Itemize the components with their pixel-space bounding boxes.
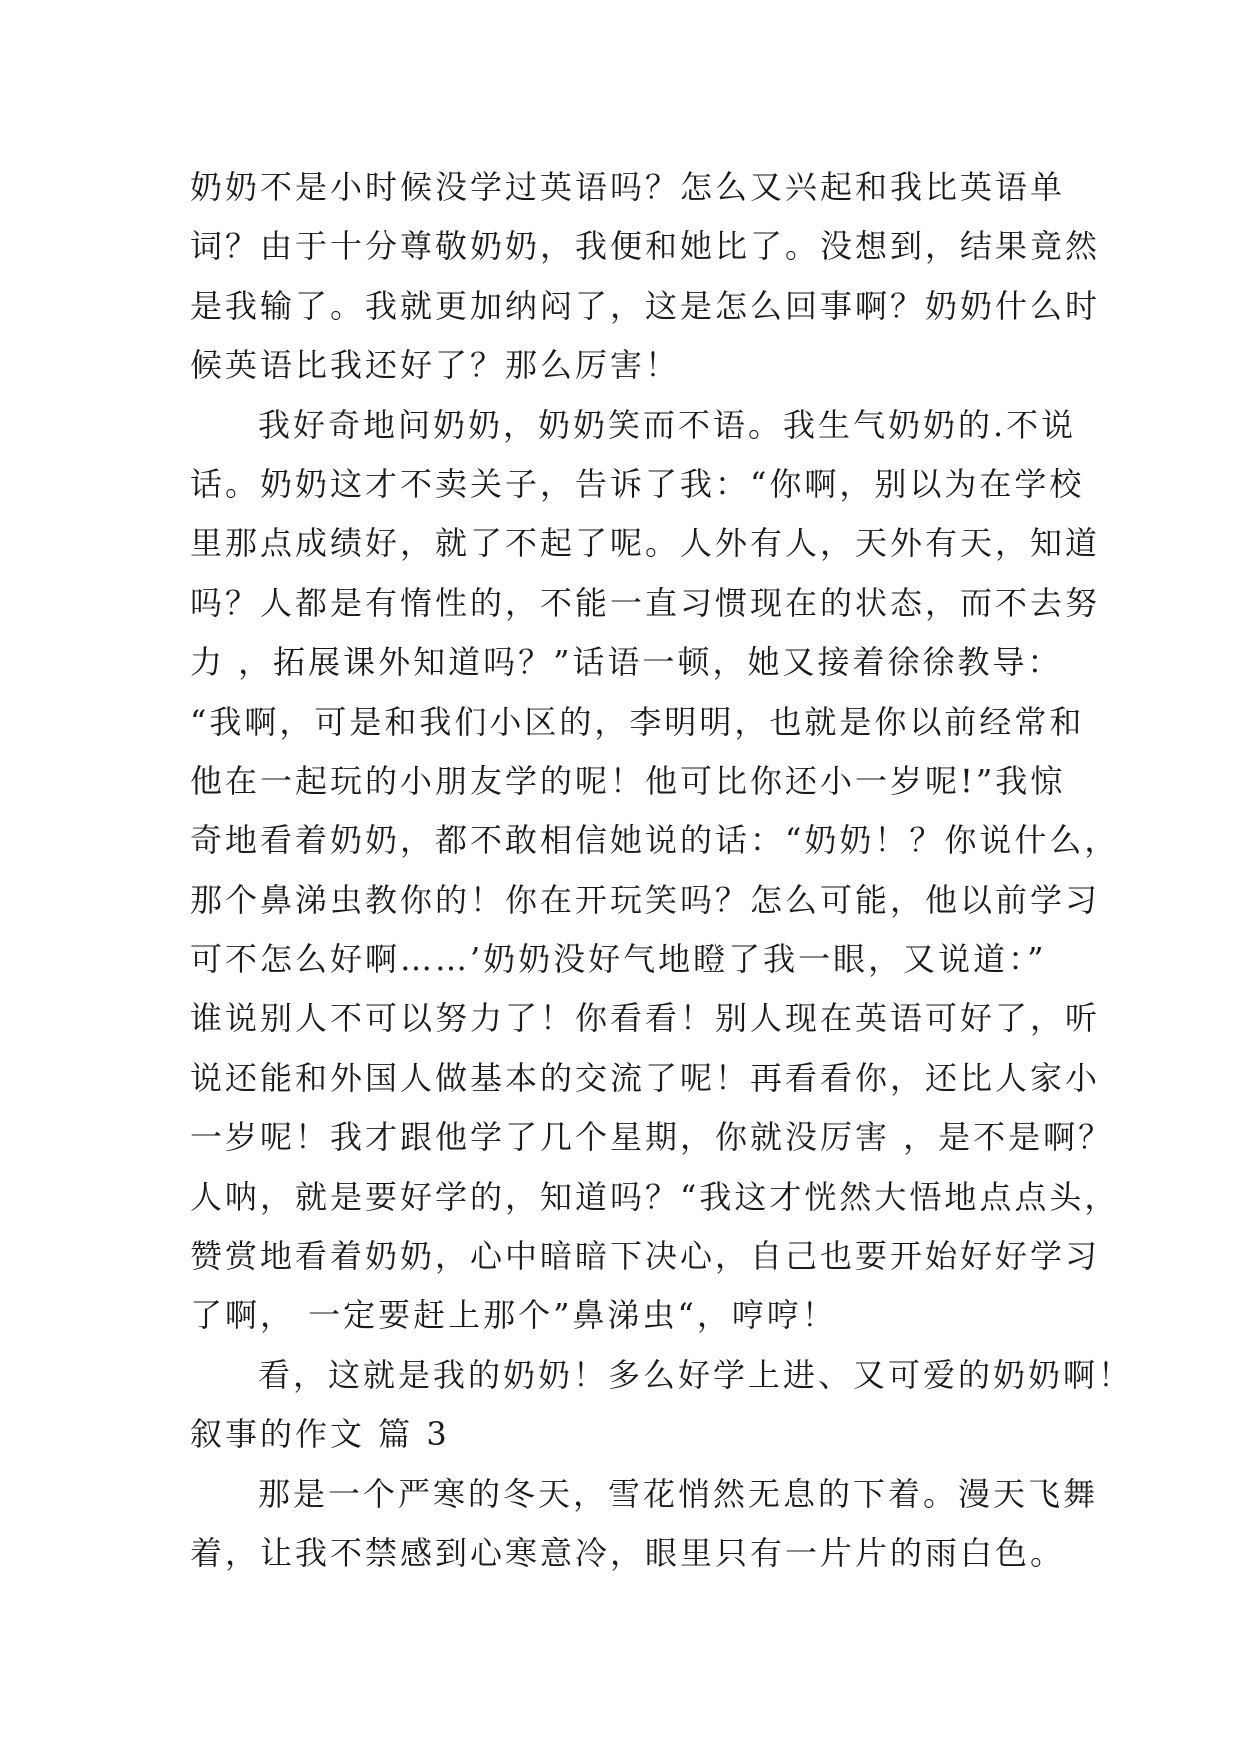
text-line: 里那点成绩好，就了不起了呢。人外有人，天外有天，知道 [190, 524, 1101, 563]
paragraph-first-line: 看，这就是我的奶奶！多么好学上进、又可爱的奶奶啊！ [258, 1355, 1134, 1394]
text-line: 力 ，拓展课外知道吗？”话语一顿，她又接着徐徐教导： [190, 643, 1063, 682]
text-line: 一岁呢！我才跟他学了几个星期，你就没厉害 ，是不是啊？ [190, 1118, 1114, 1157]
text-line: 是我输了。我就更加纳闷了，这是怎么回事啊？奶奶什么时 [190, 286, 1101, 325]
text-line: 吗？人都是有惰性的，不能一直习惯现在的状态，而不去努 [190, 583, 1101, 622]
text-line: “我啊，可是和我们小区的，李明明，也就是你以前经常和 [190, 702, 1085, 741]
text-line: 词？由于十分尊敬奶奶，我便和她比了。没想到，结果竟然 [190, 227, 1101, 266]
text-line: 谁说别人不可以努力了！你看看！别人现在英语可好了，听 [190, 999, 1101, 1038]
text-line: 奶奶不是小时候没学过英语吗？怎么又兴起和我比英语单 [190, 168, 1066, 206]
essay-text [190, 158, 1134, 1583]
text-line: 他在一起玩的小朋友学的呢！他可比你还小一岁呢!”我惊 [190, 761, 1066, 800]
text-line: 那个鼻涕虫教你的！你在开玩笑吗？怎么可能，他以前学习 [190, 880, 1101, 919]
text-line: 了啊， 一定要赶上那个”鼻涕虫“，哼哼！ [190, 1296, 837, 1335]
text-line: 可不怎么好啊……’奶奶没好气地瞪了我一眼，又说道：” [190, 940, 1047, 979]
paragraph-first-line: 那是一个严寒的冬天，雪花悄然无息的下着。漫天飞舞 [258, 1474, 1099, 1513]
text-line: 赞赏地看着奶奶，心中暗暗下决心，自己也要开始好好学习 [190, 1237, 1101, 1276]
text-line: 候英语比我还好了？那么厉害！ [190, 346, 681, 385]
text-line: 着，让我不禁感到心寒意冷，眼里只有一片片的雨白色。 [190, 1533, 1066, 1572]
text-line: 人呐，就是要好学的，知道吗？“我这才恍然大悟地点点头， [190, 1177, 1120, 1216]
section-heading: 叙事的作文 篇 3 [190, 1415, 450, 1454]
paragraph-first-line: 我好奇地问奶奶，奶奶笑而不语。我生气奶奶的.不说 [258, 405, 1077, 444]
text-line: 说还能和外国人做基本的交流了呢！再看看你，还比人家小 [190, 1058, 1101, 1097]
text-line: 奇地看着奶奶，都不敢相信她说的话：“奶奶！？你说什么， [190, 821, 1120, 860]
text-line: 话。奶奶这才不卖关子，告诉了我：“你啊，别以为在学校 [190, 464, 1085, 503]
